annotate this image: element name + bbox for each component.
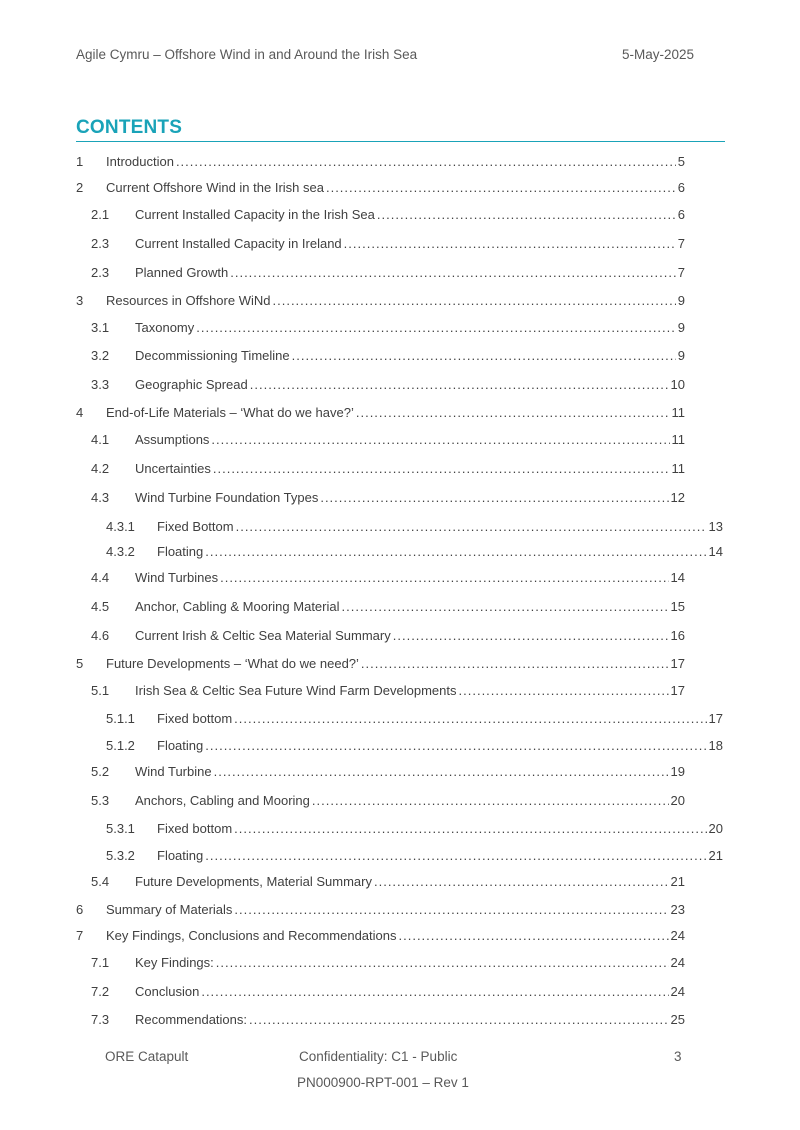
toc-entry-number: 7.3 <box>91 1012 110 1027</box>
toc-entry-page: 7 <box>677 236 685 251</box>
toc-entry[interactable] <box>91 345 685 363</box>
toc-entry-title: Fixed bottom <box>157 711 233 726</box>
toc-entry-title: Summary of Materials <box>106 902 233 917</box>
toc-entry-number: 2.1 <box>91 207 110 222</box>
toc-entry-title: Current Offshore Wind in the Irish sea <box>106 180 324 195</box>
toc-dot-leader <box>459 683 669 698</box>
toc-entry[interactable] <box>91 458 685 476</box>
toc-entry[interactable] <box>91 567 685 585</box>
toc-dot-leader <box>234 902 668 917</box>
toc-entry-number: 3.3 <box>91 377 110 392</box>
toc-entry-title: Recommendations: <box>135 1012 247 1027</box>
heading-divider <box>76 141 725 142</box>
toc-entry-title: Key Findings, Conclusions and Recommendations <box>106 928 397 943</box>
toc-entry-page: 23 <box>670 902 685 917</box>
toc-entry[interactable] <box>76 402 685 420</box>
toc-entry-number: 1 <box>76 154 84 169</box>
toc-entry-page: 19 <box>670 764 685 779</box>
toc-entry-page: 16 <box>670 628 685 643</box>
toc-entry-page: 18 <box>708 738 723 753</box>
toc-entry-title: Future Developments – ‘What do we need?’ <box>106 656 359 671</box>
toc-entry[interactable] <box>76 925 685 943</box>
toc-entry-title: Current Installed Capacity in Ireland <box>135 236 342 251</box>
toc-dot-leader <box>312 793 669 808</box>
toc-entry[interactable] <box>91 790 685 808</box>
toc-entry-title: Uncertainties <box>135 461 211 476</box>
toc-entry-title: Assumptions <box>135 432 210 447</box>
toc-entry[interactable] <box>106 708 723 726</box>
toc-entry-number: 3.1 <box>91 320 110 335</box>
footer-document-reference: PN000900-RPT-001 – Rev 1 <box>297 1075 469 1090</box>
toc-entry-number: 4 <box>76 405 84 420</box>
header-date: 5-May-2025 <box>622 47 695 62</box>
toc-entry-page: 11 <box>671 432 685 447</box>
toc-entry-number: 2 <box>76 180 84 195</box>
toc-entry-title: Key Findings: <box>135 955 214 970</box>
toc-dot-leader <box>205 848 706 863</box>
toc-entry-number: 5.2 <box>91 764 110 779</box>
toc-dot-leader <box>342 599 669 614</box>
toc-entry-page: 25 <box>670 1012 685 1027</box>
toc-entry-page: 9 <box>677 348 685 363</box>
toc-entry[interactable] <box>106 516 723 534</box>
toc-dot-leader <box>214 764 669 779</box>
toc-entry[interactable] <box>76 151 685 169</box>
toc-entry-number: 4.6 <box>91 628 110 643</box>
toc-dot-leader <box>361 656 669 671</box>
toc-entry-page: 14 <box>670 570 685 585</box>
toc-entry-number: 4.2 <box>91 461 110 476</box>
toc-entry-title: Future Developments, Material Summary <box>135 874 372 889</box>
toc-dot-leader <box>326 180 676 195</box>
toc-entry-number: 4.1 <box>91 432 110 447</box>
toc-entry-title: Fixed bottom <box>157 821 233 836</box>
toc-entry-title: Wind Turbine <box>135 764 212 779</box>
toc-entry[interactable] <box>91 374 685 392</box>
toc-entry-number: 5.1.2 <box>106 738 135 753</box>
toc-entry-number: 2.3 <box>91 265 110 280</box>
toc-entry-page: 14 <box>708 544 723 559</box>
toc-dot-leader <box>249 1012 669 1027</box>
toc-entry-number: 3 <box>76 293 84 308</box>
toc-dot-leader <box>216 955 669 970</box>
toc-entry[interactable] <box>91 1009 685 1027</box>
toc-entry-number: 4.4 <box>91 570 110 585</box>
toc-dot-leader <box>234 821 706 836</box>
toc-entry-number: 5.1.1 <box>106 711 135 726</box>
toc-dot-leader <box>205 738 706 753</box>
toc-dot-leader <box>196 320 676 335</box>
toc-dot-leader <box>205 544 706 559</box>
toc-entry[interactable] <box>106 818 723 836</box>
toc-entry-number: 2.3 <box>91 236 110 251</box>
toc-dot-leader <box>374 874 669 889</box>
toc-dot-leader <box>273 293 676 308</box>
toc-entry-title: End-of-Life Materials – ‘What do we have?’ <box>106 405 354 420</box>
toc-entry-page: 24 <box>670 984 685 999</box>
toc-dot-leader <box>213 461 670 476</box>
toc-entry-page: 7 <box>677 265 685 280</box>
toc-entry-number: 3.2 <box>91 348 110 363</box>
toc-entry[interactable] <box>91 596 685 614</box>
toc-entry[interactable] <box>91 262 685 280</box>
toc-entry-title: Irish Sea & Celtic Sea Future Wind Farm Developments <box>135 683 457 698</box>
toc-dot-leader <box>211 432 669 447</box>
toc-entry-page: 11 <box>671 461 685 476</box>
toc-entry[interactable] <box>91 317 685 335</box>
toc-entry[interactable] <box>76 653 685 671</box>
toc-entry[interactable] <box>106 541 723 559</box>
toc-entry[interactable] <box>76 177 685 195</box>
toc-entry-page: 12 <box>670 490 685 505</box>
toc-entry-number: 4.3 <box>91 490 110 505</box>
toc-entry[interactable] <box>76 899 685 917</box>
toc-entry-page: 6 <box>677 180 685 195</box>
toc-entry-page: 21 <box>708 848 723 863</box>
toc-dot-leader <box>393 628 669 643</box>
toc-entry-title: Anchors, Cabling and Mooring <box>135 793 310 808</box>
toc-dot-leader <box>356 405 670 420</box>
toc-entry[interactable] <box>91 487 685 505</box>
footer-page-number: 3 <box>674 1049 682 1064</box>
toc-entry-title: Fixed Bottom <box>157 519 234 534</box>
toc-entry[interactable] <box>91 625 685 643</box>
footer-confidentiality: Confidentiality: C1 - Public <box>299 1049 458 1064</box>
contents-heading: CONTENTS <box>76 117 183 138</box>
toc-entry[interactable] <box>91 761 685 779</box>
toc-entry[interactable] <box>106 735 723 753</box>
toc-entry-page: 11 <box>671 405 685 420</box>
toc-entry-page: 13 <box>708 519 723 534</box>
toc-dot-leader <box>292 348 676 363</box>
toc-entry[interactable] <box>91 680 685 698</box>
toc-entry-title: Taxonomy <box>135 320 195 335</box>
toc-entry-page: 10 <box>670 377 685 392</box>
toc-entry[interactable] <box>91 429 685 447</box>
toc-dot-leader <box>230 265 676 280</box>
toc-entry[interactable] <box>106 845 723 863</box>
toc-entry-number: 4.5 <box>91 599 110 614</box>
toc-entry-title: Introduction <box>106 154 174 169</box>
toc-entry-title: Floating <box>157 544 204 559</box>
toc-entry-page: 9 <box>677 320 685 335</box>
toc-entry-number: 5.1 <box>91 683 110 698</box>
toc-entry-page: 5 <box>677 154 685 169</box>
toc-entry-page: 24 <box>670 928 685 943</box>
toc-entry-title: Current Installed Capacity in the Irish Sea <box>135 207 375 222</box>
toc-entry-number: 5.3 <box>91 793 110 808</box>
toc-entry-page: 9 <box>677 293 685 308</box>
toc-entry-title: Wind Turbine Foundation Types <box>135 490 319 505</box>
toc-entry-page: 20 <box>670 793 685 808</box>
toc-entry[interactable] <box>91 952 685 970</box>
toc-entry[interactable] <box>91 981 685 999</box>
toc-entry[interactable] <box>91 871 685 889</box>
toc-dot-leader <box>176 154 676 169</box>
toc-entry-title: Geographic Spread <box>135 377 248 392</box>
toc-entry-page: 24 <box>670 955 685 970</box>
footer-organisation: ORE Catapult <box>105 1049 189 1064</box>
toc-entry-number: 5.4 <box>91 874 110 889</box>
toc-dot-leader <box>250 377 669 392</box>
toc-entry[interactable] <box>91 204 685 222</box>
toc-entry-page: 17 <box>670 683 685 698</box>
toc-entry-page: 15 <box>670 599 685 614</box>
toc-entry-title: Decommissioning Timeline <box>135 348 290 363</box>
toc-entry-title: Planned Growth <box>135 265 229 280</box>
toc-entry-title: Floating <box>157 848 204 863</box>
toc-entry-page: 21 <box>670 874 685 889</box>
toc-entry-number: 7.2 <box>91 984 110 999</box>
toc-entry-number: 7.1 <box>91 955 110 970</box>
toc-entry-number: 7 <box>76 928 84 943</box>
toc-entry-number: 4.3.2 <box>106 544 135 559</box>
toc-entry-title: Current Irish & Celtic Sea Material Summary <box>135 628 391 643</box>
toc-entry-title: Conclusion <box>135 984 200 999</box>
toc-dot-leader <box>201 984 668 999</box>
toc-entry-title: Wind Turbines <box>135 570 219 585</box>
toc-entry-title: Anchor, Cabling & Mooring Material <box>135 599 340 614</box>
header-document-title: Agile Cymru – Offshore Wind in and Around the Irish Sea <box>76 47 418 62</box>
toc-entry-number: 5.3.2 <box>106 848 135 863</box>
toc-dot-leader <box>399 928 669 943</box>
toc-dot-leader <box>344 236 676 251</box>
toc-entry-number: 6 <box>76 902 84 917</box>
toc-entry-page: 6 <box>677 207 685 222</box>
toc-dot-leader <box>234 711 706 726</box>
toc-entry-page: 20 <box>708 821 723 836</box>
toc-entry-page: 17 <box>708 711 723 726</box>
toc-dot-leader <box>236 519 707 534</box>
toc-entry-title: Resources in Offshore WiNd <box>106 293 271 308</box>
toc-entry[interactable] <box>91 233 685 251</box>
toc-dot-leader <box>220 570 668 585</box>
toc-entry-number: 5 <box>76 656 84 671</box>
toc-entry-number: 4.3.1 <box>106 519 135 534</box>
toc-dot-leader <box>377 207 676 222</box>
toc-entry-page: 17 <box>670 656 685 671</box>
toc-entry-title: Floating <box>157 738 204 753</box>
toc-entry-number: 5.3.1 <box>106 821 135 836</box>
toc-entry[interactable] <box>76 290 685 308</box>
toc-dot-leader <box>320 490 668 505</box>
